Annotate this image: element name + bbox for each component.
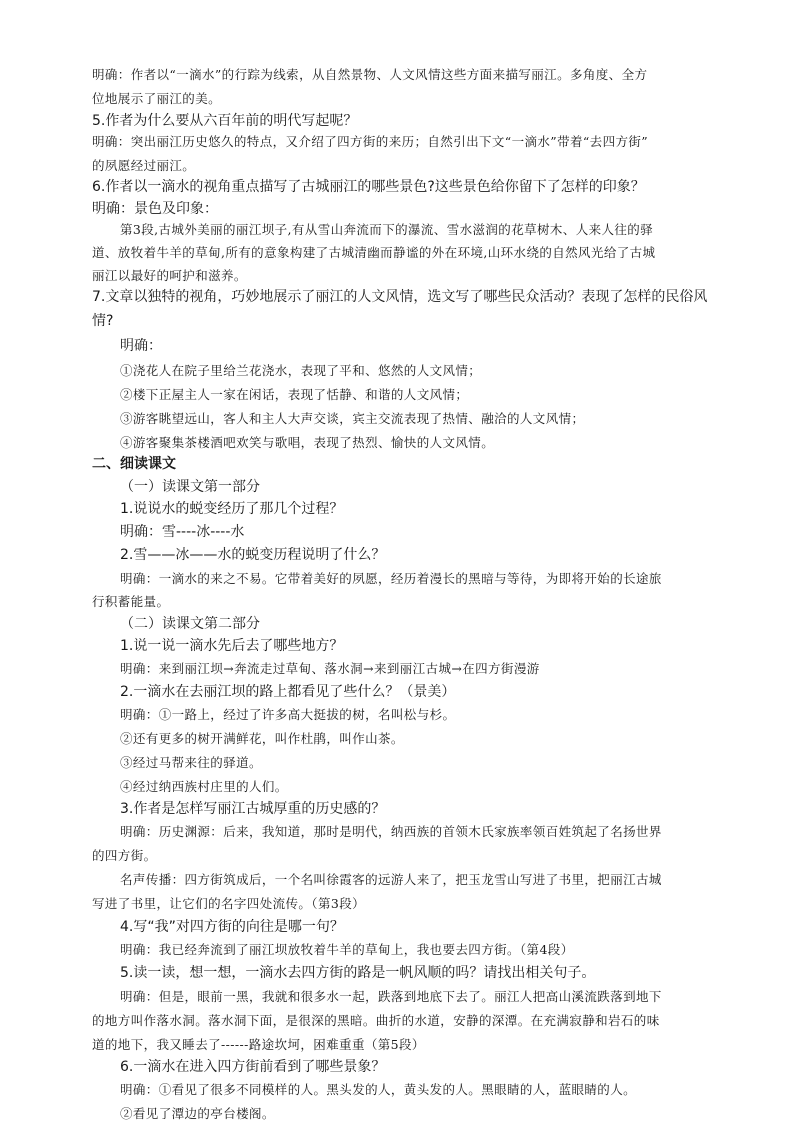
- text-line: 4.写“我”对四方街的向往是哪一句？: [120, 919, 344, 935]
- text-line: ③经过马帮来往的驿道。: [120, 755, 262, 770]
- text-line: 明确：: [120, 338, 162, 354]
- text-line: 1.说一说一滴水先后去了哪些地方？: [120, 638, 344, 654]
- text-line: 情?: [92, 313, 114, 329]
- text-line: 明确：来到丽江坝→奔流走过草甸、落水洞→来到丽江古城→在四方街漫游: [120, 661, 540, 676]
- text-line: 道、放牧着牛羊的草甸,所有的意象构建了古城清幽而静谧的外在环境,山环水绕的自然风光给了古城: [92, 245, 656, 260]
- text-line: 明确：一滴水的来之不易。它带着美好的夙愿，经历着漫长的黑暗与等待，为即将开始的长途旅: [120, 571, 662, 586]
- text-line: 明确：①一路上，经过了许多高大挺拔的树，名叫松与杉。: [120, 707, 456, 722]
- text-line: 的夙愿经过丽江。: [92, 158, 196, 173]
- text-line: 明确：作者以“一滴水”的行踪为线索，从自然景物、人文风情这些方面来描写丽江。多角度、全方: [92, 67, 648, 82]
- text-line: ③游客眺望远山，客人和主人大声交谈，宾主交流表现了热情、融洽的人文风情；: [120, 411, 585, 426]
- text-line: ④游客聚集茶楼酒吧欢笑与歌唱，表现了热烈、愉快的人文风情。: [120, 435, 495, 450]
- text-line: 6.一滴水在进入四方街前看到了哪些景象？: [120, 1059, 386, 1075]
- text-line: 明确：但是，眼前一黑，我就和很多水一起，跌落到地底下去了。丽江人把高山溪流跌落到地下: [120, 989, 662, 1004]
- text-line: ②还有更多的树开满鲜花，叫作杜鹃，叫作山茶。: [120, 731, 404, 746]
- text-line: 的地方叫作落水洞。落水洞下面，是很深的黑暗。曲折的水道，安静的深潭。在充满寂静和岩石的味: [92, 1013, 660, 1028]
- text-line: ②楼下正屋主人一家在闲话，表现了恬静、和谐的人文风情；: [120, 387, 469, 402]
- text-line: 丽江以最好的呵护和滋养。: [92, 268, 247, 283]
- text-line: 明确：突出丽江历史悠久的特点，又介绍了四方街的来历；自然引出下文“一滴水”带着“去四方街”: [92, 134, 649, 149]
- text-line: 7.文章以独特的视角，巧妙地展示了丽江的人文风情，选文写了哪些民众活动？表现了怎样的民俗风: [92, 289, 708, 305]
- text-line: ④经过纳西族村庄里的人们。: [120, 779, 288, 794]
- text-line: 的四方街。: [92, 848, 157, 863]
- text-line: （二）读课文第二部分: [120, 616, 260, 632]
- text-line: 第3段,古城外美丽的丽江坝子,有从雪山奔流而下的瀑流、雪水滋润的花草树木、人来人往的驿: [120, 222, 654, 237]
- text-line: 5.读一读，想一想，一滴水去四方街的路是一帆风顺的吗？请找出相关句子。: [120, 965, 596, 981]
- text-line: 名声传播：四方街筑成后，一个名叫徐霞客的远游人来了，把玉龙雪山写进了书里，把丽江古城: [120, 872, 662, 887]
- text-line: 5.作者为什么要从六百年前的明代写起呢？: [92, 113, 358, 129]
- text-line: 位地展示了丽江的美。: [92, 91, 222, 106]
- text-line: 道的地下，我又睡去了------路途坎坷，困难重重（第5段）: [92, 1037, 425, 1052]
- text-line: （一）读课文第一部分: [120, 479, 260, 495]
- text-line: 1.说说水的蜕变经历了那几个过程？: [120, 501, 344, 517]
- text-line: 行积蓄能量。: [92, 594, 170, 609]
- text-line: 二、细读课文: [92, 456, 176, 472]
- text-line: 写进了书里，让它们的名字四处流传。（第3段）: [92, 896, 366, 911]
- text-line: 3.作者是怎样写丽江古城厚重的历史感的？: [120, 801, 386, 817]
- text-line: 6.作者以一滴水的视角重点描写了古城丽江的哪些景色?这些景色给你留下了怎样的印象？: [92, 179, 645, 195]
- text-line: 明确：①看见了很多不同模样的人。黑头发的人，黄头发的人。黑眼睛的人，蓝眼睛的人。: [120, 1082, 637, 1097]
- text-line: 2.一滴水在去丽江坝的路上都看见了些什么？（景美）: [120, 684, 456, 700]
- text-line: 明确：我已经奔流到了丽江坝放牧着牛羊的草甸上，我也要去四方街。（第4段）: [120, 942, 574, 957]
- text-line: 明确：历史渊源：后来，我知道，那时是明代，纳西族的首领木氏家族率领百姓筑起了名扬世界: [120, 824, 662, 839]
- text-line: 明确：景色及印象：: [92, 201, 218, 217]
- text-line: ①浇花人在院子里给兰花浇水，表现了平和、悠然的人文风情；: [120, 363, 482, 378]
- text-line: 明确：雪----冰----水: [120, 524, 245, 540]
- text-line: 2.雪——冰——水的蜕变历程说明了什么？: [120, 547, 386, 563]
- text-line: ②看见了潭边的亭台楼阁。: [120, 1106, 275, 1121]
